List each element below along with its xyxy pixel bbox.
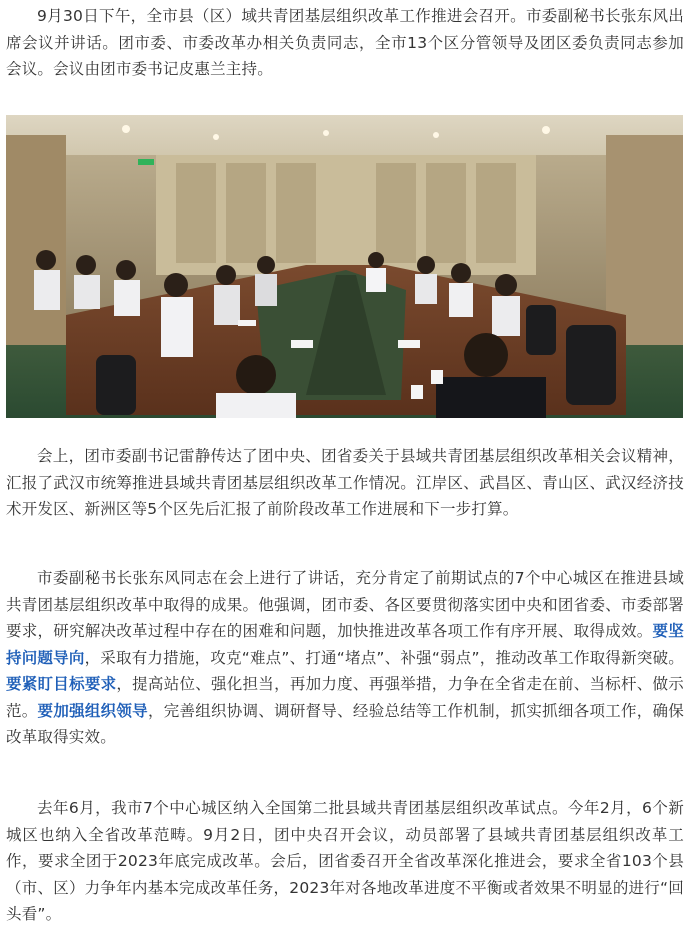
- speech-text-4: ，完善组织协调、调研督导、经验总结等工作机制，抓实抓细各项工作，确保改革取得实效。: [6, 701, 684, 746]
- highlight-organization-leadership: 要加强组织领导: [37, 701, 148, 720]
- highlight-target-requirements: 要紧盯目标要求: [6, 675, 117, 693]
- paragraph-background: 去年6月，我市7个中心城区纳入全国第二批县域共青团基层组织改革试点。今年2月，6个新城区也纳入全省改革范畴。9月2日，团中央召开会议，动员部署了县域共青团基层组织改革工作，要求全团于2023年底完成改革。会后，团省委召开全省改革深化推进会，要求全省103个县（市、区）力争年内基本完成改革任务，2023年对各地改革进度不平衡或者效果不明显的进行“回头看”。: [6, 799, 684, 923]
- speech-text-3: ，提高站位、强化担当，再加力度、再强举措，力争在全省走在前、当标杆、做示范。: [6, 675, 685, 720]
- paragraph-speech: [6, 565, 684, 751]
- paragraph-reports: 会上，团市委副书记雷静传达了团中央、团省委关于县域共青团基层组织改革相关会议精神，汇报了武汉市统筹推进县域共青团基层组织改革工作情况。江岸区、武昌区、青山区、武汉经济技术开发区、新洲区等5个区先后汇报了前阶段改革工作进展和下一步打算。: [6, 447, 684, 518]
- meeting-photo: [6, 115, 683, 418]
- speech-text-1: 市委副秘书长张东风同志在会上进行了讲话，充分肯定了前期试点的7个中心城区在推进县域共青团基层组织改革中取得的成果。他强调，团市委、各区要贯彻落实团中央和团省委、市委部署要求，研究解决改革过程中存在的困难和问题，加快推进改革各项工作有序开展、取得成效。: [6, 569, 684, 640]
- speech-text-2: ，采取有力措施，攻克“难点”、打通“堵点”、补强“弱点”，推动改革工作取得新突破。: [84, 648, 684, 667]
- highlight-problem-orientation: 要坚持问题导向: [6, 622, 685, 667]
- paragraph-intro: 9月30日下午，全市县（区）域共青团基层组织改革工作推进会召开。市委副秘书长张东风出席会议并讲话。团市委、市委改革办相关负责同志，全市13个区分管领导及团区委负责同志参加会议。会议由团市委书记皮惠兰主持。: [6, 7, 684, 78]
